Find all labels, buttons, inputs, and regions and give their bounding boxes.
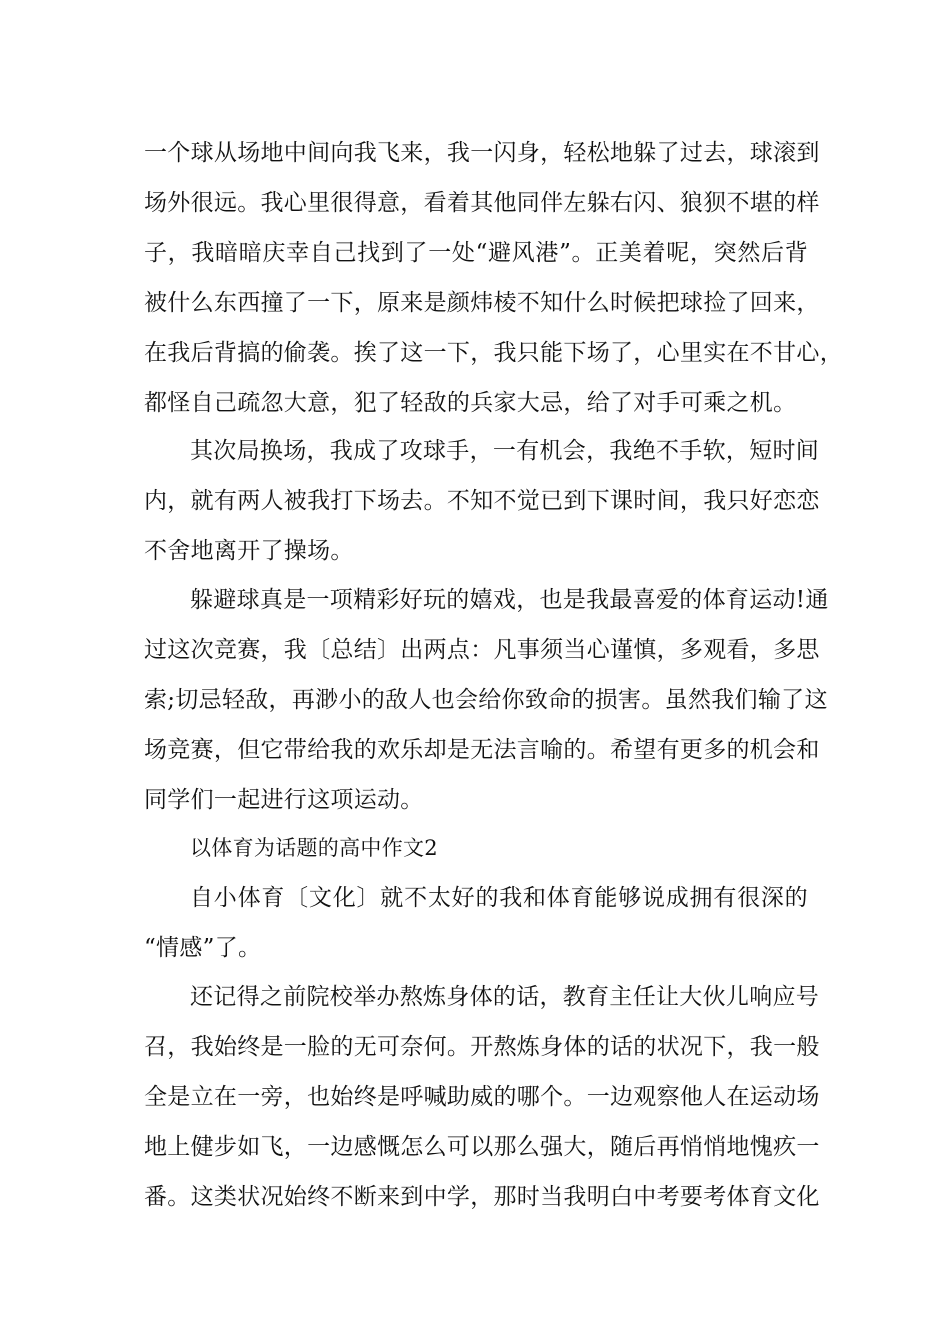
paragraph-1-line-6: 都怪自己疏忽大意，犯了轻敌的兵家大忌，给了对手可乘之机。: [144, 390, 797, 416]
paragraph-3-line-2: 过这次竞赛，我〔总结〕出两点：凡事须当心谨慎，多观看，多思: [144, 637, 820, 663]
paragraph-1-line-3: 子，我暗暗庆幸自己找到了一处“避风港”。正美着呢，突然后背: [144, 240, 808, 266]
paragraph-1-line-5: 在我后背搞的偷袭。挨了这一下，我只能下场了，心里实在不甘心，: [144, 340, 843, 366]
paragraph-1-line-1: 一个球从场地中间向我飞来，我一闪身，轻松地躲了过去，球滚到: [144, 140, 820, 166]
paragraph-6-line-2: 召，我始终是一脸的无可奈何。开熬炼身体的话的状况下，我一般: [144, 1034, 820, 1060]
paragraph-2-line-2: 内，就有两人被我打下场去。不知不觉已到下课时间，我只好恋恋: [144, 488, 820, 514]
paragraph-6-line-5: 番。这类状况始终不断来到中学，那时当我明白中考要考体育文化: [144, 1184, 820, 1210]
paragraph-3-line-4: 场竞赛，但它带给我的欢乐却是无法言喻的。希望有更多的机会和: [144, 737, 820, 763]
paragraph-6-line-4: 地上健步如飞，一边感慨怎么可以那么强大，随后再悄悄地愧疚一: [144, 1134, 820, 1160]
paragraph-3-line-1: 躲避球真是一项精彩好玩的嬉戏，也是我最喜爱的体育运动!通: [190, 587, 829, 613]
paragraph-3-line-3: 索;切忌轻敌，再渺小的敌人也会给你致命的损害。虽然我们输了这: [144, 687, 828, 713]
paragraph-6-line-3: 全是立在一旁，也始终是呼喊助威的哪个。一边观察他人在运动场: [144, 1084, 820, 1110]
paragraph-1-line-2: 场外很远。我心里很得意，看着其他同伴左躲右闪、狼狈不堪的样: [144, 190, 820, 216]
paragraph-5-line-1: 自小体育〔文化〕就不太好的我和体育能够说成拥有很深的: [190, 885, 808, 911]
paragraph-2-line-1: 其次局换场，我成了攻球手，一有机会，我绝不手软，短时间: [190, 438, 820, 464]
paragraph-2-line-3: 不舍地离开了操场。: [144, 538, 354, 564]
paragraph-6-line-1: 还记得之前院校举办熬炼身体的话，教育主任让大伙儿响应号: [190, 984, 820, 1010]
paragraph-3-line-5: 同学们一起进行这项运动。: [144, 787, 424, 813]
paragraph-5-line-2: “情感”了。: [144, 935, 262, 961]
paragraph-1-line-4: 被什么东西撞了一下，原来是颜炜棱不知什么时候把球捡了回来，: [144, 290, 820, 316]
essay-heading: 以体育为话题的高中作文2: [190, 836, 438, 860]
